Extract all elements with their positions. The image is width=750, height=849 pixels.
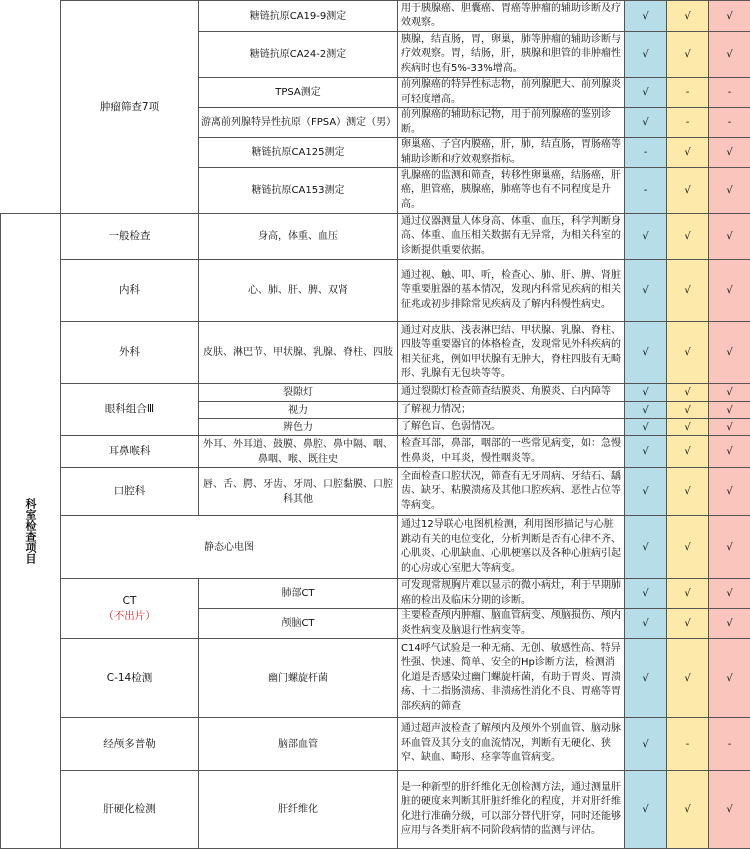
- category-label: CT: [123, 595, 137, 607]
- mark-cell-1: √: [625, 718, 667, 771]
- description-cell: 检查耳部，鼻部，咽部的一些常见病变，如：急慢性鼻炎，中耳炎，慢性咽炎等。: [398, 436, 625, 468]
- mark-cell-1: √: [625, 108, 667, 138]
- mark-cell-3: √: [709, 771, 750, 849]
- description-cell: 卵巢癌、子宫内膜癌，肝，肺，结直肠，胃肠癌等辅助诊断和疗效观察指标。: [398, 138, 625, 168]
- mark-cell-2: √: [667, 260, 709, 322]
- table-row: [1, 436, 750, 468]
- item-cell: 肺部CT: [199, 579, 398, 609]
- item-cell: 糖链抗原CA24-2测定: [199, 32, 398, 78]
- mark-cell-2: -: [667, 718, 709, 771]
- table-row: [1, 718, 750, 771]
- item-cell: 外耳、外耳道、鼓膜、鼻腔、鼻中隔、咽、鼻咽、喉、既往史: [199, 436, 398, 468]
- mark-cell-2: √: [667, 168, 709, 214]
- mark-cell-2: √: [667, 402, 709, 419]
- mark-cell-3: -: [709, 718, 750, 771]
- category-cell: 外科: [61, 322, 199, 384]
- description-cell: 通过12导联心电图机检测，利用图形描记与心脏跳动有关的电位变化，分析判断是否有心律不齐、心肌炎、心肌缺血、心肌梗塞以及各种心脏病引起的心房或心室肥大等病变。: [398, 516, 625, 579]
- mark-cell-1: √: [625, 639, 667, 718]
- mark-cell-3: √: [709, 516, 750, 579]
- item-cell: 颅脑CT: [199, 609, 398, 639]
- mark-cell-2: √: [667, 468, 709, 516]
- description-cell: 通过对皮肤、浅表淋巴结、甲状腺、乳腺、脊柱、四肢等重要器官的体格检查，发现常见外科疾病的相关征兆，例如甲状腺有无肿大，脊柱四肢有无畸形、乳腺有无包块等等。: [398, 322, 625, 384]
- mark-cell-3: √: [709, 436, 750, 468]
- mark-cell-2: √: [667, 384, 709, 402]
- mark-cell-2: √: [667, 322, 709, 384]
- mark-cell-3: √: [709, 639, 750, 718]
- mark-cell-2: √: [667, 1, 709, 32]
- item-cell: 脑部血管: [199, 718, 398, 771]
- section-blank: [1, 1, 61, 214]
- description-cell: 胰腺，结直肠，胃，卵巢，肺等肿瘤的辅助诊断与疗效观察。胃，结肠，肝，胰腺和胆管的非肿瘤性疾病时也有5%-33%增高。: [398, 32, 625, 78]
- table-row: [1, 1, 750, 32]
- item-cell: 幽门螺旋杆菌: [199, 639, 398, 718]
- mark-cell-2: -: [667, 108, 709, 138]
- description-cell: 主要检查颅内肿瘤、脑血管病变、颅脑损伤、颅内炎性病变及脑退行性病变等。: [398, 609, 625, 639]
- category-cell: [61, 579, 199, 639]
- mark-cell-1: √: [625, 579, 667, 609]
- item-cell: 糖链抗原CA153测定: [199, 168, 398, 214]
- description-cell: 是一种新型的肝纤维化无创检测方法，通过测量肝脏的硬度来判断其肝脏纤维化的程度，并对肝纤维化进行准确分级，可以部分替代肝穿，同时还能够应用与各类肝病不同阶段病情的监测与评估。: [398, 771, 625, 849]
- description-cell: 了解视力情况；: [398, 402, 625, 419]
- mark-cell-3: √: [709, 138, 750, 168]
- description-cell: 前列腺癌的辅助标记物，用于前列腺癌的鉴别诊断。: [398, 108, 625, 138]
- mark-cell-1: √: [625, 384, 667, 402]
- table-row: [1, 639, 750, 718]
- category-cell: 眼科组合Ⅲ: [61, 384, 199, 436]
- mark-cell-1: √: [625, 402, 667, 419]
- mark-cell-1: -: [625, 168, 667, 214]
- category-cell: 一般检查: [61, 214, 199, 260]
- description-cell: 通过裂隙灯检查筛查结膜炎、角膜炎、白内障等: [398, 384, 625, 402]
- category-cell: 经颅多普勒: [61, 718, 199, 771]
- mark-cell-1: √: [625, 436, 667, 468]
- mark-cell-1: √: [625, 32, 667, 78]
- item-cell: 心、肺、肝、脾、双肾: [199, 260, 398, 322]
- mark-cell-2: √: [667, 579, 709, 609]
- item-cell: 游离前列腺特异性抗原（FPSA）测定（男）: [199, 108, 398, 138]
- mark-cell-3: √: [709, 32, 750, 78]
- category-cell: 口腔科: [61, 468, 199, 516]
- mark-cell-2: √: [667, 516, 709, 579]
- mark-cell-3: √: [709, 214, 750, 260]
- mark-cell-2: √: [667, 436, 709, 468]
- category-cell: 耳鼻喉科: [61, 436, 199, 468]
- item-cell: 身高，体重、血压: [199, 214, 398, 260]
- item-cell: 辨色力: [199, 419, 398, 436]
- description-cell: 了解色盲、色弱情况。: [398, 419, 625, 436]
- mark-cell-3: -: [709, 108, 750, 138]
- mark-cell-1: √: [625, 260, 667, 322]
- mark-cell-1: -: [625, 138, 667, 168]
- mark-cell-3: √: [709, 322, 750, 384]
- mark-cell-1: √: [625, 78, 667, 108]
- table-row: [1, 579, 750, 609]
- category-cell: C-14检测: [61, 639, 199, 718]
- item-cell: 皮肤、淋巴节、甲状腺、乳腺、脊柱、四肢: [199, 322, 398, 384]
- table-row: [1, 214, 750, 260]
- item-cell: 裂隙灯: [199, 384, 398, 402]
- mark-cell-3: √: [709, 468, 750, 516]
- category-note: （不出片）: [63, 609, 196, 624]
- mark-cell-1: √: [625, 609, 667, 639]
- description-cell: 用于胰腺癌、胆囊癌、胃癌等肿瘤的辅助诊断及疗效观察。: [398, 1, 625, 32]
- table-row: [1, 384, 750, 402]
- mark-cell-3: √: [709, 419, 750, 436]
- item-cell: 静态心电图: [61, 516, 398, 579]
- mark-cell-2: √: [667, 32, 709, 78]
- section-label: 科室检查项目: [1, 214, 61, 849]
- description-cell: 全面检查口腔状况，筛查有无牙周病、牙结石、龋齿、缺牙、粘膜溃疡及其他口腔疾病、恶性占位等等病变。: [398, 468, 625, 516]
- mark-cell-1: √: [625, 516, 667, 579]
- mark-cell-1: √: [625, 468, 667, 516]
- description-cell: 前列腺癌的特异性标志物，前列腺肥大、前列腺炎可轻度增高。: [398, 78, 625, 108]
- mark-cell-2: √: [667, 419, 709, 436]
- mark-cell-3: √: [709, 384, 750, 402]
- category-cell: 内科: [61, 260, 199, 322]
- table-row: [1, 322, 750, 384]
- table-row: [1, 468, 750, 516]
- mark-cell-1: √: [625, 214, 667, 260]
- table-row: [1, 771, 750, 849]
- description-cell: 通过仪器测量人体身高、体重、血压，科学判断身高、体重、血压相关数据有无异常，为相关科室的诊断提供重要依据。: [398, 214, 625, 260]
- mark-cell-1: √: [625, 1, 667, 32]
- item-cell: 肝纤维化: [199, 771, 398, 849]
- mark-cell-2: √: [667, 639, 709, 718]
- description-cell: 通过超声波检查了解颅内及颅外个别血管、脑动脉环血管及其分支的血流情况，判断有无硬化、狭窄、缺血、畸形、痉挛等血管病变。: [398, 718, 625, 771]
- mark-cell-2: √: [667, 214, 709, 260]
- mark-cell-2: √: [667, 138, 709, 168]
- table-row: [1, 260, 750, 322]
- item-cell: 视力: [199, 402, 398, 419]
- item-cell: TPSA测定: [199, 78, 398, 108]
- mark-cell-3: √: [709, 402, 750, 419]
- description-cell: C14呼气试验是一种无痛、无创、敏感性高、特异性强、快速、简单、安全的Hp诊断方法，检测消化道是否感染过幽门螺旋杆菌，有助于胃炎、胃溃疡、十二指肠溃疡、非溃疡性消化不良、胃癌等胃部疾病的筛查: [398, 639, 625, 718]
- mark-cell-1: √: [625, 419, 667, 436]
- mark-cell-3: √: [709, 579, 750, 609]
- item-cell: 糖链抗原CA125测定: [199, 138, 398, 168]
- mark-cell-2: √: [667, 609, 709, 639]
- table-row: [1, 516, 750, 579]
- mark-cell-1: √: [625, 771, 667, 849]
- category-cell: 肿瘤筛查7项: [61, 1, 199, 214]
- mark-cell-1: √: [625, 322, 667, 384]
- category-cell: 肝硬化检测: [61, 771, 199, 849]
- description-cell: 乳腺癌的监测和筛查，转移性卵巢癌，结肠癌，肝癌，胆管癌，胰腺癌，肺癌等也有不同程度是升高。: [398, 168, 625, 214]
- item-cell: 糖链抗原CA19-9测定: [199, 1, 398, 32]
- mark-cell-2: -: [667, 78, 709, 108]
- item-cell: 唇、舌、腭、牙齿、牙周、口腔黏膜、口腔科其他: [199, 468, 398, 516]
- description-cell: 可发现常规胸片难以显示的微小病灶，利于早期肺癌的检出及临床分期的诊断。: [398, 579, 625, 609]
- mark-cell-3: √: [709, 168, 750, 214]
- mark-cell-3: √: [709, 1, 750, 32]
- mark-cell-3: √: [709, 609, 750, 639]
- mark-cell-3: -: [709, 78, 750, 108]
- mark-cell-2: √: [667, 771, 709, 849]
- description-cell: 通过视、触、叩、听，检查心、肺、肝、脾、肾脏等重要脏器的基本情况，发现内科常见疾病的相关征兆或初步排除常见疾病及了解内科慢性病史。: [398, 260, 625, 322]
- mark-cell-3: √: [709, 260, 750, 322]
